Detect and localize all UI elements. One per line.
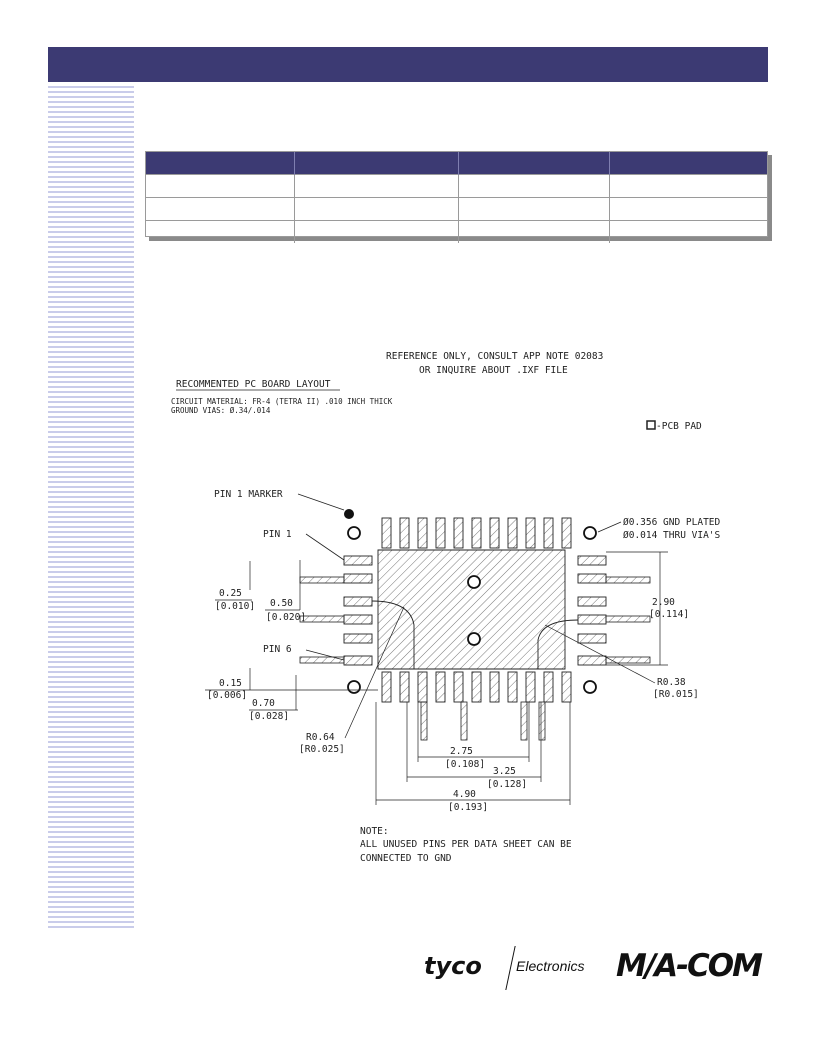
- dim-label: R0.38: [657, 677, 686, 688]
- tyco-wordmark: tyco: [424, 952, 482, 980]
- dim-label: [0.020]: [266, 612, 307, 623]
- ground-via-icon: [468, 576, 480, 588]
- corner-via-icon: [584, 681, 596, 693]
- layout-title: RECOMMENTED PC BOARD LAYOUT: [176, 379, 331, 390]
- electronics-wordmark: Electronics: [516, 958, 585, 974]
- pcb-pad-legend-icon: [647, 421, 655, 429]
- corner-via-icon: [348, 681, 360, 693]
- dim-label: [R0.025]: [299, 744, 345, 755]
- dim-label: [0.006]: [207, 690, 248, 701]
- logo-divider: [505, 946, 515, 990]
- dim-label: 2.90: [652, 597, 675, 608]
- dim-label: [0.128]: [487, 779, 528, 790]
- corner-via-icon: [584, 527, 596, 539]
- dim-label: 2.75: [450, 746, 473, 757]
- leader-line: [598, 522, 621, 532]
- dim-label: [0.108]: [445, 759, 486, 770]
- pin1-marker-dot: [344, 509, 354, 519]
- dim-label: R0.64: [306, 732, 335, 743]
- right-traces: [606, 577, 650, 663]
- right-pads: [578, 556, 606, 665]
- dim-label: 4.90: [453, 789, 476, 800]
- leader-line: [298, 494, 344, 510]
- dim-label: 0.15: [219, 678, 242, 689]
- dim-label: 0.70: [252, 698, 275, 709]
- corner-via-icon: [348, 527, 360, 539]
- dim-label: [0.193]: [448, 802, 489, 813]
- macom-wordmark: M/A-COM: [616, 948, 761, 984]
- leader-line: [306, 534, 344, 560]
- ground-pad: [378, 550, 565, 669]
- pin1-marker-label: PIN 1 MARKER: [214, 489, 283, 500]
- left-pads: [344, 556, 372, 665]
- dim-label: [R0.015]: [653, 689, 699, 700]
- dim-label: 0.25: [219, 588, 242, 599]
- note-line1: ALL UNUSED PINS PER DATA SHEET CAN BE: [360, 839, 572, 850]
- note-line2: CONNECTED TO GND: [360, 853, 452, 864]
- bottom-pads: [382, 672, 571, 702]
- dim-label: 0.50: [270, 598, 293, 609]
- via-label-line1: Ø0.356 GND PLATED: [623, 517, 721, 528]
- dim-label: [0.010]: [215, 601, 256, 612]
- ground-via-icon: [468, 633, 480, 645]
- tyco-logo: [424, 950, 604, 990]
- material-line1: CIRCUIT MATERIAL: FR-4 (TETRA II) .010 INCH THICK: [171, 397, 393, 406]
- dim-label: [0.028]: [249, 711, 290, 722]
- via-label-line2: Ø0.014 THRU VIA'S: [623, 530, 721, 541]
- note-title: NOTE:: [360, 826, 389, 837]
- macom-logo: [616, 946, 776, 996]
- reference-note-line2: OR INQUIRE ABOUT .IXF FILE: [419, 365, 568, 376]
- dim-label: [0.114]: [649, 609, 690, 620]
- leader-line: [345, 607, 404, 738]
- pin6-label: PIN 6: [263, 644, 292, 655]
- material-line2: GROUND VIAS: Ø.34/.014: [171, 406, 271, 415]
- pin1-label: PIN 1: [263, 529, 292, 540]
- top-pads: [382, 518, 571, 548]
- dim-label: 3.25: [493, 766, 516, 777]
- reference-note-line1: REFERENCE ONLY, CONSULT APP NOTE 02083: [386, 351, 604, 362]
- bottom-traces: [421, 702, 545, 740]
- pcb-pad-legend: -PCB PAD: [656, 421, 702, 432]
